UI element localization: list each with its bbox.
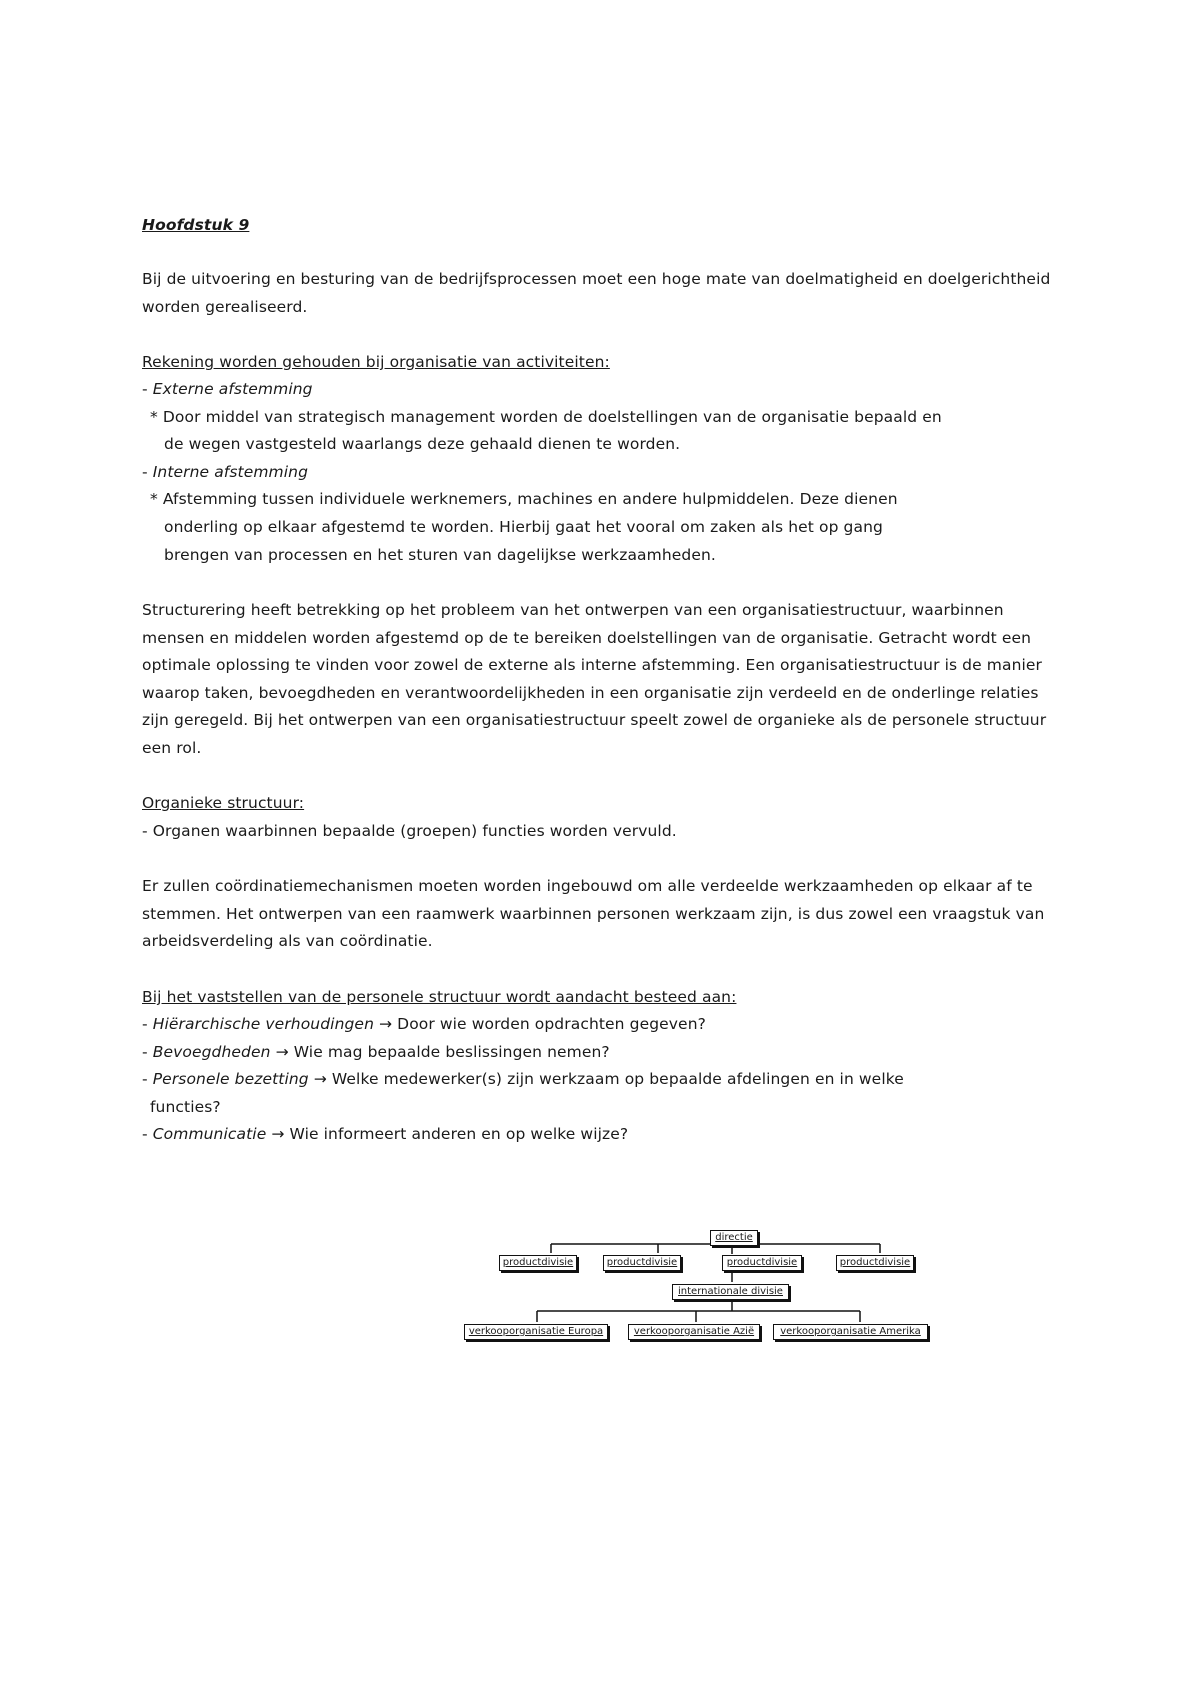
item-text: Wie informeert anderen en op welke wijze? <box>289 1125 629 1143</box>
item-label: Hiërarchische verhoudingen <box>152 1015 374 1033</box>
externe-label: Externe afstemming <box>152 380 313 398</box>
org-box-productdivisie: productdivisie <box>499 1255 577 1271</box>
item-label: Communicatie <box>152 1125 267 1143</box>
structurering-line-1: Structurering heeft betrekking op het probleem van het ontwerpen van een organisatiestructuur, waarbinnen <box>142 601 1004 619</box>
org-box-productdivisie: productdivisie <box>836 1255 914 1271</box>
org-box-productdivisie: productdivisie <box>722 1255 802 1271</box>
item-label: Bevoegdheden <box>152 1043 271 1061</box>
org-box-verkooporganisatie-azie: verkooporganisatie Azië <box>628 1324 760 1340</box>
coordinatie-line-1: Er zullen coördinatiemechanismen moeten worden ingebouwd om alle verdeelde werkzaamheden op elkaar af te <box>142 877 1033 895</box>
list-dash: - <box>142 1043 148 1061</box>
coordinatie-line-3: arbeidsverdeling als van coördinatie. <box>142 932 433 950</box>
item-text: Wie mag bepaalde beslissingen nemen? <box>293 1043 610 1061</box>
structurering-line-6: een rol. <box>142 739 202 757</box>
structurering-line-5: zijn geregeld. Bij het ontwerpen van een organisatiestructuur speelt zowel de organieke als de personele structuur <box>142 711 1047 729</box>
organieke-title: Organieke structuur: <box>142 794 305 812</box>
intro-line-1: Bij de uitvoering en besturing van de bedrijfsprocessen moet een hoge mate van doelmatigheid en doelgerichtheid <box>142 270 1051 288</box>
list-dash: - <box>142 380 153 398</box>
arrow-icon: → <box>379 1015 393 1033</box>
personele-title: Bij het vaststellen van de personele structuur wordt aandacht besteed aan: <box>142 988 737 1006</box>
list-dash: - <box>142 1015 148 1033</box>
org-box-verkooporganisatie-europa: verkooporganisatie Europa <box>464 1324 608 1340</box>
structurering-line-4: waarop taken, bevoegdheden en verantwoordelijkheden in een organisatie zijn verdeeld en de onderlinge relaties <box>142 684 1039 702</box>
structurering-line-2: mensen en middelen worden afgestemd op de te bereiken doelstellingen van de organisatie. Getracht wordt een <box>142 629 1032 647</box>
page-heading: Hoofdstuk 9 <box>142 216 250 234</box>
organieke-text: - Organen waarbinnen bepaalde (groepen) functies worden vervuld. <box>142 822 677 840</box>
coordinatie-line-2: stemmen. Het ontwerpen van een raamwerk waarbinnen personen werkzaam zijn, is dus zowel een vraagstuk van <box>142 905 1045 923</box>
item-label: Personele bezetting <box>152 1070 309 1088</box>
arrow-icon: → <box>313 1070 327 1088</box>
org-box-internationale-divisie: internationale divisie <box>672 1284 789 1300</box>
org-box-directie: directie <box>710 1230 758 1246</box>
org-box-verkooporganisatie-amerika: verkooporganisatie Amerika <box>773 1324 928 1340</box>
list-dash: - <box>142 1070 148 1088</box>
personele-continuation: functies? <box>150 1098 221 1116</box>
intro-line-2: worden gerealiseerd. <box>142 298 308 316</box>
item-text: Door wie worden opdrachten gegeven? <box>397 1015 706 1033</box>
item-text: Welke medewerker(s) zijn werkzaam op bepaalde afdelingen en in welke <box>331 1070 904 1088</box>
list-dash: - <box>142 463 153 481</box>
interne-text-3: brengen van processen en het sturen van dagelijkse werkzaamheden. <box>164 546 716 564</box>
interne-text-1: * Afstemming tussen individuele werknemers, machines en andere hulpmiddelen. Deze dienen <box>150 490 898 508</box>
interne-label: Interne afstemming <box>152 463 309 481</box>
structurering-line-3: optimale oplossing te vinden voor zowel de externe als interne afstemming. Een organisatiestructuur is de manier <box>142 656 1043 674</box>
org-box-productdivisie: productdivisie <box>603 1255 681 1271</box>
interne-text-2: onderling op elkaar afgestemd te worden. Hierbij gaat het vooral om zaken als het op gang <box>164 518 883 536</box>
externe-text-1: * Door middel van strategisch management worden de doelstellingen van de organisatie bepaald en <box>150 408 942 426</box>
section-title-activiteiten: Rekening worden gehouden bij organisatie van activiteiten: <box>142 353 610 371</box>
arrow-icon: → <box>275 1043 289 1061</box>
arrow-icon: → <box>271 1125 285 1143</box>
externe-text-2: de wegen vastgesteld waarlangs deze gehaald dienen te worden. <box>164 435 681 453</box>
list-dash: - <box>142 1125 148 1143</box>
